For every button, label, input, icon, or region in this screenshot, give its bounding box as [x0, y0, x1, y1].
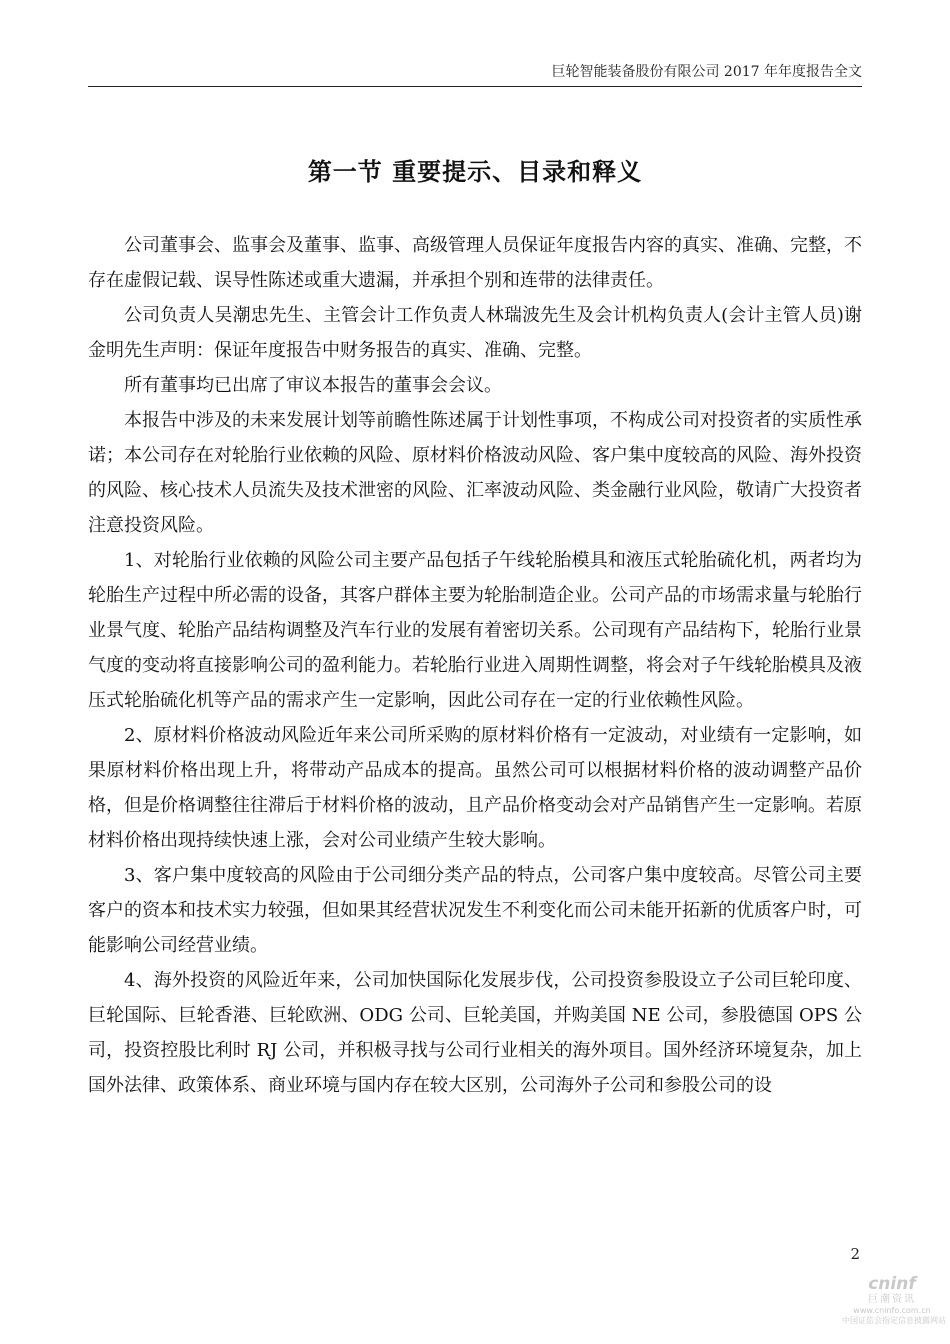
cninfo-watermark: [842, 1274, 946, 1326]
cninfo-subtitle: 中国证监会指定信息披露网站: [842, 1316, 946, 1325]
paragraph-risk-raw-materials: 2、原材料价格波动风险近年来公司所采购的原材料价格有一定波动，对业绩有一定影响，如果原材料价格出现上升，将带动产品成本的提高。虽然公司可以根据材料价格的波动调整产品价格，但是价格调整往往滞后于材料价格的波动，且产品价格变动会对产品销售产生一定影响。若原材料价格出现持续快速上涨，会对公司业绩产生较大影响。: [88, 725, 862, 851]
paragraph-directors-attendance: 所有董事均已出席了审议本报告的董事会会议。: [124, 375, 502, 396]
page-number: 2: [850, 1245, 860, 1263]
report-header: 巨轮智能装备股份有限公司 2017 年年度报告全文: [551, 64, 862, 80]
paragraph-risk-overseas-investment: 4、海外投资的风险近年来，公司加快国际化发展步伐，公司投资参股设立子公司巨轮印度、巨轮国际、巨轮香港、巨轮欧洲、ODG 公司、巨轮美国，并购美国 NE 公司，参股德国 OPS 公司，投资控股比利时 RJ 公司，并积极寻找与公司行业相关的海外项目。国外经济环境复杂，加上国外法律、政策体系、商业环境与国内存在较大区别，公司海外子公司和参股公司的设: [88, 970, 862, 1096]
paragraph-responsible-persons: 公司负责人吴潮忠先生、主管会计工作负责人林瑞波先生及会计机构负责人(会计主管人员)谢金明先生声明：保证年度报告中财务报告的真实、准确、完整。: [88, 305, 862, 361]
header-divider: [88, 86, 862, 87]
cninfo-cn-name: 巨潮资讯: [868, 1294, 916, 1305]
paragraph-risk-customer-concentration: 3、客户集中度较高的风险由于公司细分类产品的特点，公司客户集中度较高。尽管公司主要客户的资本和技术实力较强，但如果其经营状况发生不利变化而公司未能开拓新的优质客户时，可能影响公司经营业绩。: [88, 865, 862, 956]
body-text: [88, 228, 862, 1103]
cninfo-url: www.cninfo.com.cn: [853, 1306, 931, 1315]
paragraph-board-guarantee: 公司董事会、监事会及董事、监事、高级管理人员保证年度报告内容的真实、准确、完整，不存在虚假记载、误导性陈述或重大遗漏，并承担个别和连带的法律责任。: [88, 235, 862, 291]
paragraph-forward-looking: 本报告中涉及的未来发展计划等前瞻性陈述属于计划性事项，不构成公司对投资者的实质性承诺；本公司存在对轮胎行业依赖的风险、原材料价格波动风险、客户集中度较高的风险、海外投资的风险、核心技术人员流失及技术泄密的风险、汇率波动风险、类金融行业风险，敬请广大投资者注意投资风险。: [88, 410, 862, 536]
section-title: 第一节 重要提示、目录和释义: [307, 158, 643, 186]
paragraph-risk-tire-industry: 1、对轮胎行业依赖的风险公司主要产品包括子午线轮胎模具和液压式轮胎硫化机，两者均为轮胎生产过程中所必需的设备，其客户群体主要为轮胎制造企业。公司产品的市场需求量与轮胎行业景气度、轮胎产品结构调整及汽车行业的发展有着密切关系。公司现有产品结构下，轮胎行业景气度的变动将直接影响公司的盈利能力。若轮胎行业进入周期性调整，将会对子午线轮胎模具及液压式轮胎硫化机等产品的需求产生一定影响，因此公司存在一定的行业依赖性风险。: [88, 550, 862, 711]
cninfo-logo: cninf: [868, 1274, 916, 1294]
